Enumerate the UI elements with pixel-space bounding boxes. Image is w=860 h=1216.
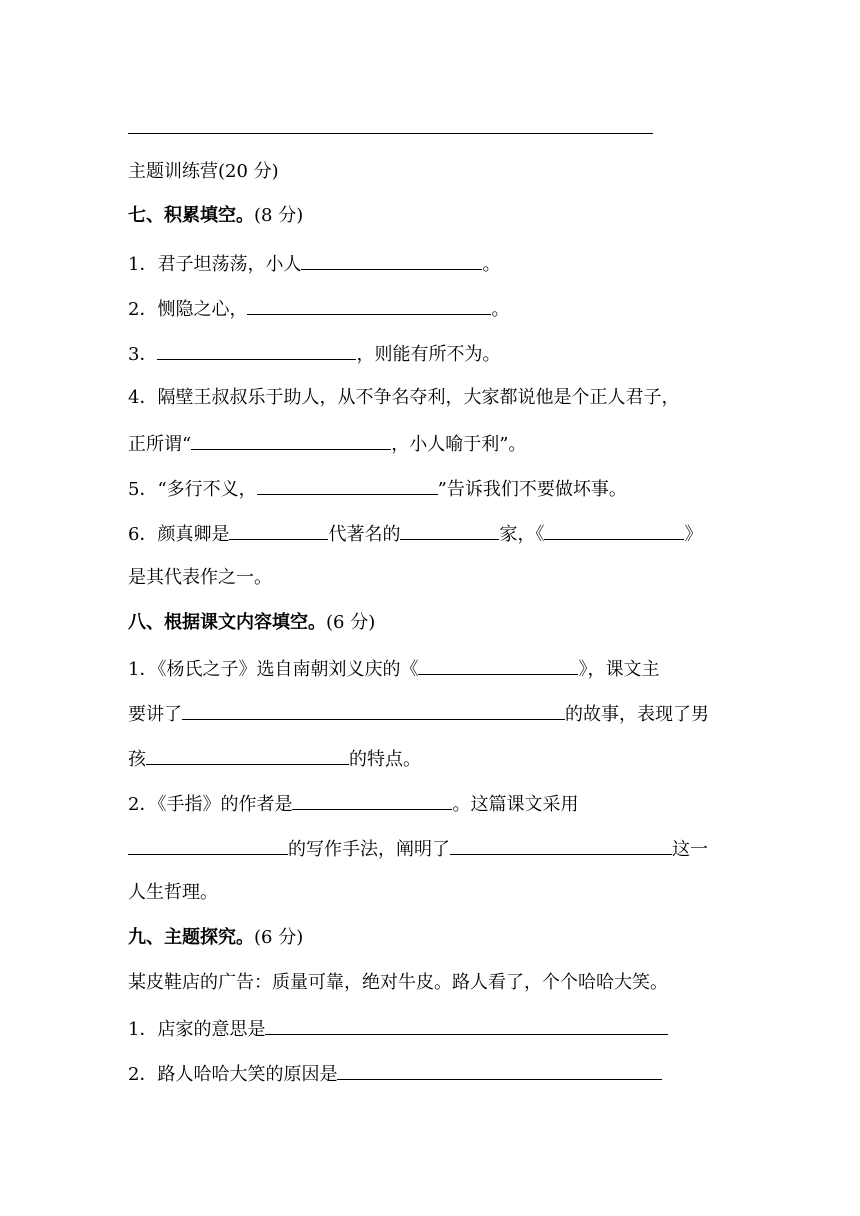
sec9-intro-text: 某皮鞋店的广告：质量可靠，绝对牛皮。路人看了，个个哈哈大笑。 bbox=[128, 972, 668, 993]
sec8-question-1-line-3 bbox=[128, 746, 421, 772]
sec8-question-1-line-1 bbox=[128, 656, 659, 682]
sec7-q6-blank-field[interactable] bbox=[400, 521, 499, 540]
sec7-q1-text: 1．君子坦荡荡，小人 bbox=[128, 254, 302, 275]
sec7-q3-text: 3． bbox=[128, 344, 158, 365]
section-9-score: (6 分) bbox=[254, 927, 304, 948]
sec9-q2-blank[interactable] bbox=[337, 1061, 662, 1080]
sec7-q4-text: 4．隔壁王叔叔乐于助人，从不争名夺利，大家都说他是个正人君子， bbox=[128, 387, 680, 408]
sec7-q1-end: 。 bbox=[482, 254, 501, 275]
sec8-question-2-line-3 bbox=[128, 881, 218, 905]
sec8-q2-blank-technique[interactable] bbox=[128, 836, 288, 855]
section-8-title-text: 八、根据课文内容填空。 bbox=[128, 612, 326, 633]
section-8-title bbox=[128, 611, 375, 635]
top-answer-line bbox=[128, 133, 653, 134]
sec7-q2-blank[interactable] bbox=[247, 296, 491, 315]
section-8-score: (6 分) bbox=[326, 612, 376, 633]
sec7-question-6-line-2 bbox=[128, 566, 272, 590]
sec7-q2-end: 。 bbox=[491, 299, 510, 320]
sec8-q2-line3-text: 人生哲理。 bbox=[128, 882, 218, 903]
sec8-question-1-line-2 bbox=[128, 701, 709, 727]
sec8-question-2-line-2 bbox=[128, 836, 708, 862]
sec8-q2-line2-suffix: 这一 bbox=[672, 839, 708, 860]
sec9-question-1 bbox=[128, 1016, 668, 1042]
sec7-q5-blank[interactable] bbox=[257, 476, 438, 495]
sec7-q6-text-a: 6．颜真卿是 bbox=[128, 524, 230, 545]
sec9-question-2 bbox=[128, 1061, 662, 1087]
sec8-q2-suffix: 。这篇课文采用 bbox=[452, 794, 579, 815]
section-header bbox=[128, 160, 279, 184]
sec7-q6-blank-work[interactable] bbox=[544, 521, 684, 540]
sec8-q1-line2-prefix: 要讲了 bbox=[128, 704, 182, 725]
sec7-q4-blank[interactable] bbox=[191, 431, 391, 450]
sec7-q3-blank[interactable] bbox=[157, 341, 356, 360]
sec7-question-4-line-2 bbox=[128, 431, 526, 457]
sec8-q2-blank-philosophy[interactable] bbox=[450, 836, 672, 855]
sec7-q6-text-c: 家，《 bbox=[499, 524, 545, 545]
sec7-q4-prefix: 正所谓“ bbox=[128, 434, 192, 455]
sec8-q1-blank-story[interactable] bbox=[182, 701, 565, 720]
sec7-q1-blank[interactable] bbox=[301, 251, 482, 270]
section-7-score: (8 分) bbox=[254, 205, 304, 226]
sec8-q2-line2-text: 的写作手法，阐明了 bbox=[288, 839, 450, 860]
sec7-q6-text-end: 是其代表作之一。 bbox=[128, 567, 272, 588]
sec7-q5-end: ”告诉我们不要做坏事。 bbox=[437, 479, 627, 500]
sec8-q1-blank-trait[interactable] bbox=[146, 746, 349, 765]
sec7-question-3 bbox=[128, 341, 500, 367]
sec7-question-6-line-1 bbox=[128, 521, 702, 547]
sec7-q2-text: 2．恻隐之心， bbox=[128, 299, 248, 320]
section-7-title-text: 七、积累填空。 bbox=[128, 205, 254, 226]
sec7-question-2 bbox=[128, 296, 509, 322]
sec7-question-4-line-1 bbox=[128, 386, 679, 410]
sec8-q2-blank-author[interactable] bbox=[292, 791, 452, 810]
sec9-intro bbox=[128, 971, 668, 995]
sec7-question-1 bbox=[128, 251, 500, 277]
sec9-q1-blank[interactable] bbox=[265, 1016, 668, 1035]
section-7-title bbox=[128, 204, 303, 228]
sec8-q1-text: 1．《杨氏之子》选自南朝刘义庆的《 bbox=[128, 659, 419, 680]
section-header-text: 主题训练营(20 分) bbox=[128, 161, 279, 182]
section-9-title-text: 九、主题探究。 bbox=[128, 927, 254, 948]
sec9-q2-text: 2．路人哈哈大笑的原因是 bbox=[128, 1064, 338, 1085]
sec8-question-2-line-1 bbox=[128, 791, 578, 817]
sec7-q6-blank-dynasty[interactable] bbox=[229, 521, 328, 540]
sec8-q1-line2-suffix: 的故事，表现了男 bbox=[565, 704, 709, 725]
sec8-q1-line3-prefix: 孩 bbox=[128, 749, 146, 770]
sec8-q1-line3-suffix: 的特点。 bbox=[349, 749, 421, 770]
sec7-q6-text-b: 代著名的 bbox=[328, 524, 401, 545]
sec7-q6-text-d: 》 bbox=[684, 524, 703, 545]
sec7-q3-end: ，则能有所不为。 bbox=[356, 344, 501, 365]
sec8-q1-suffix: 》，课文主 bbox=[578, 659, 660, 680]
sec8-q1-blank-book[interactable] bbox=[418, 656, 578, 675]
sec7-q4-suffix: ，小人喻于利”。 bbox=[391, 434, 527, 455]
sec7-q5-text: 5．“多行不义， bbox=[128, 479, 257, 500]
sec8-q2-text: 2．《手指》的作者是 bbox=[128, 794, 293, 815]
sec7-question-5 bbox=[128, 476, 627, 502]
section-9-title bbox=[128, 926, 303, 950]
sec9-q1-text: 1．店家的意思是 bbox=[128, 1019, 266, 1040]
